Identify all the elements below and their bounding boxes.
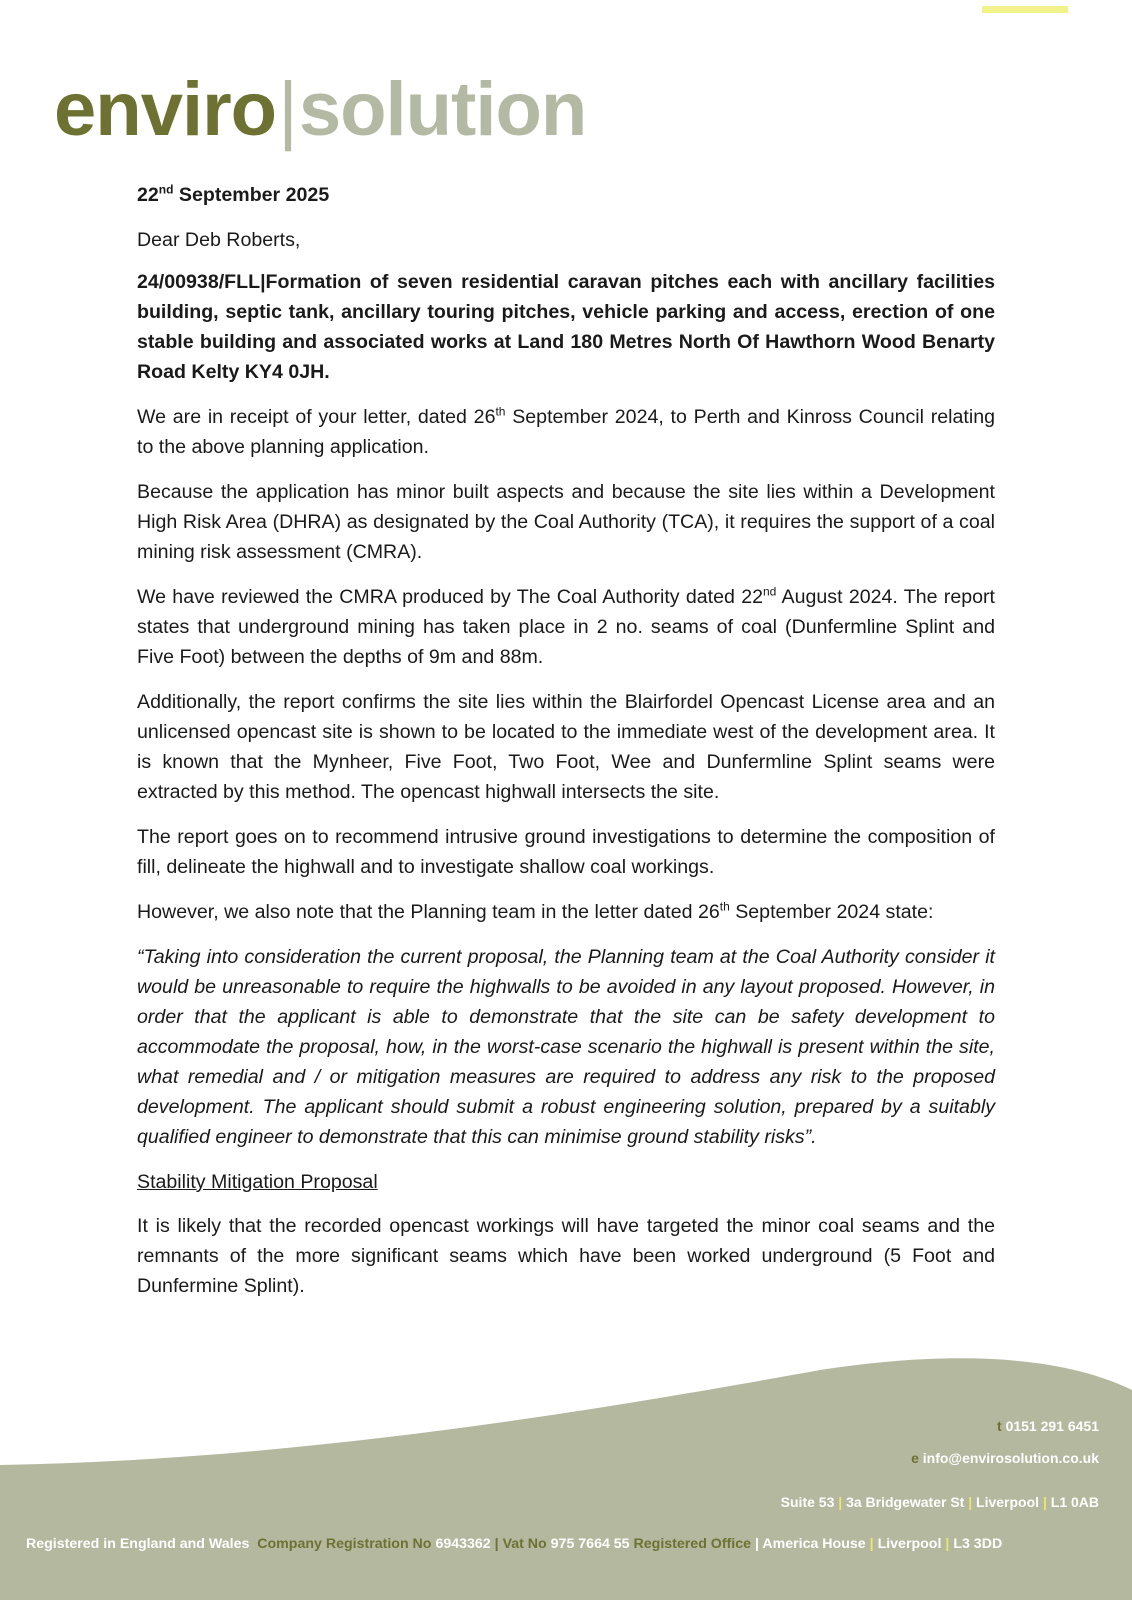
footer-wave-band xyxy=(0,1350,1132,1600)
letter-date: 22nd September 2025 xyxy=(137,182,330,206)
paragraph-dhra: Because the application has minor built aspects and because the site lies within a Development High Risk Area (DHRA) as designated by the Coal Authority (TCA), it requires the support of a coal mining risk assessment (CMRA). xyxy=(137,481,995,563)
top-accent-bar xyxy=(982,6,1068,13)
logo-text-enviro: enviro xyxy=(54,67,277,152)
logo-text-solution: solution xyxy=(298,67,587,152)
paragraph-recommendation: The report goes on to recommend intrusive ground investigations to determine the composition of fill, delineate the highwall and to investigate shallow coal workings. xyxy=(137,826,995,878)
footer-phone: t 0151 291 6451 xyxy=(997,1418,1099,1434)
planning-quote: “Taking into consideration the current proposal, the Planning team at the Coal Authority consider it would be unreasonable to require the highwalls to be avoided in any layout proposed. However, in order that the applicant is able to demonstrate that the site can be safety development to accommodate the proposal, how, in the worst-case scenario the highwall is present within the site, what remedial and / or mitigation measures are required to address any risk to the proposed development. The applicant should submit a robust engineering solution, prepared by a suitably qualified engineer to demonstrate that this can minimise ground stability risks”. xyxy=(137,946,995,1148)
subject-line: 24/00938/FLL|Formation of seven residential caravan pitches each with ancillary facilities building, septic tank, ancillary touring pitches, vehicle parking and access, erection of one stable building and associated works at Land 180 Metres North Of Hawthorn Wood Benarty Road Kelty KY4 0JH. xyxy=(137,271,995,383)
footer-registration: Registered in England and Wales Company Registration No 6943362 | Vat No 975 7664 55 Registered Office | America House | Liverpool | L3 3DD xyxy=(26,1536,1003,1552)
paragraph-opencast: Additionally, the report confirms the site lies within the Blairfordel Opencast License area and an unlicensed opencast site is shown to be located to the immediate west of the development area. It is known that the Mynheer, Five Foot, Two Foot, Wee and Dunfermline Splint seams were extracted by this method. The opencast highwall intersects the site. xyxy=(137,691,995,803)
footer-address: Suite 53 | 3a Bridgewater St | Liverpool | L1 0AB xyxy=(780,1494,1099,1510)
paragraph-receipt: We are in receipt of your letter, dated 26th September 2024, to Perth and Kinross Council relating to the above planning application. xyxy=(137,404,996,458)
company-logo xyxy=(54,67,587,152)
salutation: Dear Deb Roberts, xyxy=(137,229,301,251)
letter-body xyxy=(137,180,995,1316)
section-heading: Stability Mitigation Proposal xyxy=(137,1171,378,1193)
logo-separator: | xyxy=(278,67,297,152)
footer-wave-shape xyxy=(0,1358,1132,1600)
paragraph-cmra-review: We have reviewed the CMRA produced by The Coal Authority dated 22nd August 2024. The report states that underground mining has taken place in 2 no. seams of coal (Dunfermline Splint and Five Foot) between the depths of 9m and 88m. xyxy=(137,584,995,668)
footer-email: e info@envirosolution.co.uk xyxy=(911,1450,1099,1466)
paragraph-planning-note: However, we also note that the Planning team in the letter dated 26th September 2024 state: xyxy=(137,899,934,923)
paragraph-mitigation: It is likely that the recorded opencast workings will have targeted the minor coal seams and the remnants of the more significant seams which have been worked underground (5 Foot and Dunfermine Splint). xyxy=(137,1215,995,1297)
